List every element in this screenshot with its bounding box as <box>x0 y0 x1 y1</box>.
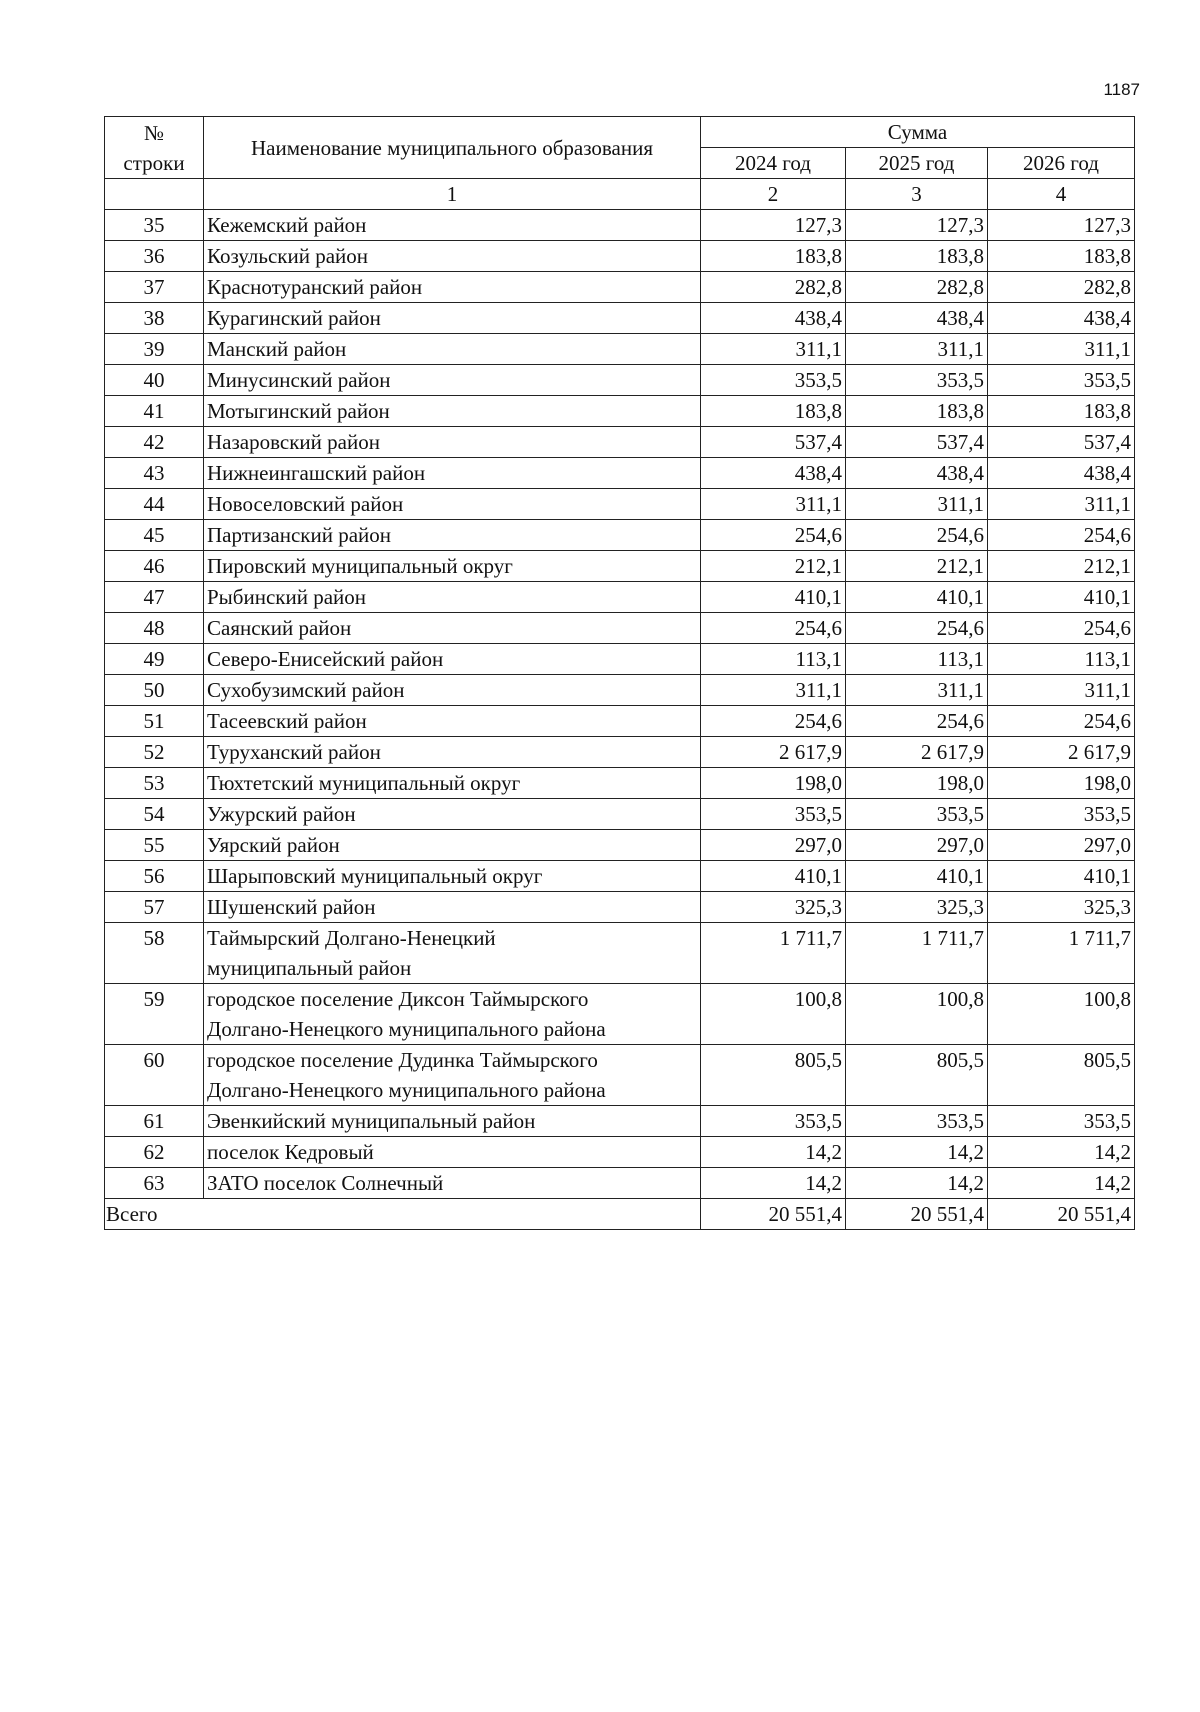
row-number-cell: 47 <box>105 582 204 613</box>
amount-2025-cell: 353,5 <box>846 1106 988 1137</box>
amount-2024-cell: 1 711,7 <box>701 923 846 984</box>
table-row <box>105 830 1135 861</box>
amount-2025-cell: 113,1 <box>846 644 988 675</box>
table-row <box>105 1045 1135 1106</box>
amount-2025-cell: 198,0 <box>846 768 988 799</box>
amount-2025-cell: 297,0 <box>846 830 988 861</box>
header-col-number-3: 3 <box>846 179 988 210</box>
amount-2025-cell: 438,4 <box>846 458 988 489</box>
municipality-name-cell: Шарыповский муниципальный округ <box>204 861 701 892</box>
municipality-name-cell: Ужурский район <box>204 799 701 830</box>
amount-2025-cell: 100,8 <box>846 984 988 1045</box>
amount-2025-cell: 2 617,9 <box>846 737 988 768</box>
amount-2025-cell: 14,2 <box>846 1168 988 1199</box>
amount-2026-cell: 353,5 <box>988 799 1135 830</box>
municipality-name-cell: ЗАТО поселок Солнечный <box>204 1168 701 1199</box>
amount-2026-cell: 14,2 <box>988 1168 1135 1199</box>
municipality-name-cell: Курагинский район <box>204 303 701 334</box>
table-row <box>105 210 1135 241</box>
amount-2025-cell: 183,8 <box>846 396 988 427</box>
amount-2024-cell: 805,5 <box>701 1045 846 1106</box>
table-row <box>105 675 1135 706</box>
municipality-name-cell: Пировский муниципальный округ <box>204 551 701 582</box>
amount-2025-cell: 410,1 <box>846 582 988 613</box>
amount-2025-cell: 325,3 <box>846 892 988 923</box>
table-row <box>105 582 1135 613</box>
amount-2024-cell: 2 617,9 <box>701 737 846 768</box>
municipality-name-cell: Саянский район <box>204 613 701 644</box>
table-body <box>105 210 1135 1230</box>
header-col-number-4: 4 <box>988 179 1135 210</box>
row-number-cell: 48 <box>105 613 204 644</box>
amount-2026-cell: 183,8 <box>988 241 1135 272</box>
row-number-cell: 41 <box>105 396 204 427</box>
amount-2025-cell: 14,2 <box>846 1137 988 1168</box>
row-number-cell: 58 <box>105 923 204 984</box>
amount-2024-cell: 537,4 <box>701 427 846 458</box>
amount-2026-cell: 198,0 <box>988 768 1135 799</box>
amount-2026-cell: 212,1 <box>988 551 1135 582</box>
municipality-name-cell: Кежемский район <box>204 210 701 241</box>
header-col-blank <box>105 179 204 210</box>
amount-2024-cell: 311,1 <box>701 675 846 706</box>
amount-2026-cell: 353,5 <box>988 1106 1135 1137</box>
table-row <box>105 706 1135 737</box>
amount-2025-cell: 537,4 <box>846 427 988 458</box>
row-number-cell: 38 <box>105 303 204 334</box>
table-row <box>105 396 1135 427</box>
amount-2026-cell: 254,6 <box>988 520 1135 551</box>
table-row <box>105 272 1135 303</box>
table-row <box>105 737 1135 768</box>
amount-2024-cell: 353,5 <box>701 799 846 830</box>
amount-2026-cell: 183,8 <box>988 396 1135 427</box>
row-number-cell: 57 <box>105 892 204 923</box>
amount-2026-cell: 2 617,9 <box>988 737 1135 768</box>
amount-2025-cell: 353,5 <box>846 799 988 830</box>
header-sum: Сумма <box>701 117 1135 148</box>
header-year-2024: 2024 год <box>701 148 846 179</box>
table-row <box>105 365 1135 396</box>
amount-2024-cell: 127,3 <box>701 210 846 241</box>
amount-2024-cell: 353,5 <box>701 1106 846 1137</box>
amount-2026-cell: 282,8 <box>988 272 1135 303</box>
row-number-cell: 61 <box>105 1106 204 1137</box>
municipality-name-cell: Туруханский район <box>204 737 701 768</box>
municipality-name-cell: Козульский район <box>204 241 701 272</box>
row-number-cell: 59 <box>105 984 204 1045</box>
row-number-cell: 51 <box>105 706 204 737</box>
amount-2025-cell: 311,1 <box>846 675 988 706</box>
municipality-name-cell: поселок Кедровый <box>204 1137 701 1168</box>
municipality-name-cell: Минусинский район <box>204 365 701 396</box>
table-row <box>105 799 1135 830</box>
amount-2026-cell: 127,3 <box>988 210 1135 241</box>
municipality-name-cell: Назаровский район <box>204 427 701 458</box>
total-row <box>105 1199 1135 1230</box>
table-row <box>105 551 1135 582</box>
row-number-cell: 42 <box>105 427 204 458</box>
row-number-cell: 53 <box>105 768 204 799</box>
row-number-cell: 46 <box>105 551 204 582</box>
table-row <box>105 520 1135 551</box>
row-number-cell: 52 <box>105 737 204 768</box>
amount-2026-cell: 311,1 <box>988 675 1135 706</box>
amount-2026-cell: 311,1 <box>988 489 1135 520</box>
row-number-cell: 50 <box>105 675 204 706</box>
table-row <box>105 892 1135 923</box>
amount-2024-cell: 438,4 <box>701 303 846 334</box>
amount-2025-cell: 212,1 <box>846 551 988 582</box>
table-row <box>105 1106 1135 1137</box>
amount-2026-cell: 254,6 <box>988 613 1135 644</box>
amount-2024-cell: 198,0 <box>701 768 846 799</box>
row-number-cell: 35 <box>105 210 204 241</box>
row-number-cell: 49 <box>105 644 204 675</box>
table-row <box>105 303 1135 334</box>
table-row <box>105 1168 1135 1199</box>
row-number-cell: 37 <box>105 272 204 303</box>
municipality-name-cell: Сухобузимский район <box>204 675 701 706</box>
amount-2024-cell: 212,1 <box>701 551 846 582</box>
amount-2024-cell: 282,8 <box>701 272 846 303</box>
row-number-cell: 56 <box>105 861 204 892</box>
municipality-name-cell: Мотыгинский район <box>204 396 701 427</box>
amount-2026-cell: 113,1 <box>988 644 1135 675</box>
municipality-name-cell: Эвенкийский муниципальный район <box>204 1106 701 1137</box>
municipality-name-cell: Новоселовский район <box>204 489 701 520</box>
amount-2026-cell: 537,4 <box>988 427 1135 458</box>
municipality-name-cell: Нижнеингашский район <box>204 458 701 489</box>
table-row <box>105 241 1135 272</box>
amount-2025-cell: 353,5 <box>846 365 988 396</box>
municipality-name-cell: Партизанский район <box>204 520 701 551</box>
municipality-name-cell: Тюхтетский муниципальный округ <box>204 768 701 799</box>
municipality-name-cell: Таймырский Долгано-Ненецкий муниципальный район <box>204 923 701 984</box>
amount-2025-cell: 1 711,7 <box>846 923 988 984</box>
municipality-name-cell: Тасеевский район <box>204 706 701 737</box>
amount-2025-cell: 183,8 <box>846 241 988 272</box>
amount-2025-cell: 254,6 <box>846 706 988 737</box>
table-row <box>105 923 1135 984</box>
table-row <box>105 613 1135 644</box>
table-row <box>105 458 1135 489</box>
total-2025-cell: 20 551,4 <box>846 1199 988 1230</box>
amount-2026-cell: 14,2 <box>988 1137 1135 1168</box>
amount-2024-cell: 183,8 <box>701 396 846 427</box>
header-row-number: № строки <box>105 117 204 179</box>
row-number-cell: 44 <box>105 489 204 520</box>
amount-2025-cell: 311,1 <box>846 334 988 365</box>
amount-2024-cell: 297,0 <box>701 830 846 861</box>
header-col-number-2: 2 <box>701 179 846 210</box>
municipality-name-cell: Краснотуранский район <box>204 272 701 303</box>
amount-2026-cell: 254,6 <box>988 706 1135 737</box>
amount-2026-cell: 311,1 <box>988 334 1135 365</box>
table-row <box>105 1137 1135 1168</box>
amount-2024-cell: 438,4 <box>701 458 846 489</box>
row-number-cell: 60 <box>105 1045 204 1106</box>
municipality-name-cell: Рыбинский район <box>204 582 701 613</box>
amount-2026-cell: 325,3 <box>988 892 1135 923</box>
amount-2026-cell: 805,5 <box>988 1045 1135 1106</box>
table-row <box>105 984 1135 1045</box>
header-year-2025: 2025 год <box>846 148 988 179</box>
table-row <box>105 768 1135 799</box>
amount-2026-cell: 1 711,7 <box>988 923 1135 984</box>
row-number-cell: 63 <box>105 1168 204 1199</box>
amount-2025-cell: 282,8 <box>846 272 988 303</box>
amount-2026-cell: 353,5 <box>988 365 1135 396</box>
row-number-cell: 62 <box>105 1137 204 1168</box>
header-col-number-1: 1 <box>204 179 701 210</box>
amount-2026-cell: 100,8 <box>988 984 1135 1045</box>
row-number-cell: 55 <box>105 830 204 861</box>
table-row <box>105 334 1135 365</box>
amount-2024-cell: 254,6 <box>701 613 846 644</box>
row-number-cell: 54 <box>105 799 204 830</box>
amount-2024-cell: 311,1 <box>701 334 846 365</box>
amount-2024-cell: 14,2 <box>701 1137 846 1168</box>
municipality-name-cell: Уярский район <box>204 830 701 861</box>
amount-2024-cell: 410,1 <box>701 861 846 892</box>
amount-2024-cell: 325,3 <box>701 892 846 923</box>
row-number-cell: 39 <box>105 334 204 365</box>
allocation-table <box>104 116 1135 1230</box>
municipality-name-cell: Манский район <box>204 334 701 365</box>
row-number-cell: 43 <box>105 458 204 489</box>
total-2026-cell: 20 551,4 <box>988 1199 1135 1230</box>
amount-2025-cell: 410,1 <box>846 861 988 892</box>
amount-2025-cell: 438,4 <box>846 303 988 334</box>
page-number: 1187 <box>1103 80 1140 99</box>
amount-2026-cell: 438,4 <box>988 303 1135 334</box>
amount-2024-cell: 113,1 <box>701 644 846 675</box>
amount-2025-cell: 254,6 <box>846 613 988 644</box>
row-number-cell: 36 <box>105 241 204 272</box>
amount-2025-cell: 254,6 <box>846 520 988 551</box>
municipality-name-cell: городское поселение Диксон Таймырского Долгано-Ненецкого муниципального района <box>204 984 701 1045</box>
amount-2025-cell: 805,5 <box>846 1045 988 1106</box>
amount-2024-cell: 100,8 <box>701 984 846 1045</box>
amount-2024-cell: 183,8 <box>701 241 846 272</box>
municipality-name-cell: городское поселение Дудинка Таймырского Долгано-Ненецкого муниципального района <box>204 1045 701 1106</box>
amount-2024-cell: 254,6 <box>701 520 846 551</box>
amount-2026-cell: 297,0 <box>988 830 1135 861</box>
amount-2025-cell: 127,3 <box>846 210 988 241</box>
total-2024-cell: 20 551,4 <box>701 1199 846 1230</box>
amount-2024-cell: 311,1 <box>701 489 846 520</box>
amount-2026-cell: 438,4 <box>988 458 1135 489</box>
amount-2025-cell: 311,1 <box>846 489 988 520</box>
amount-2026-cell: 410,1 <box>988 861 1135 892</box>
amount-2024-cell: 410,1 <box>701 582 846 613</box>
amount-2026-cell: 410,1 <box>988 582 1135 613</box>
municipality-name-cell: Северо-Енисейский район <box>204 644 701 675</box>
row-number-cell: 40 <box>105 365 204 396</box>
header-year-2026: 2026 год <box>988 148 1135 179</box>
amount-2024-cell: 254,6 <box>701 706 846 737</box>
amount-2024-cell: 353,5 <box>701 365 846 396</box>
row-number-cell: 45 <box>105 520 204 551</box>
table-row <box>105 861 1135 892</box>
header-municipality-name: Наименование муниципального образования <box>204 117 701 179</box>
total-label: Всего <box>105 1199 701 1230</box>
municipality-name-cell: Шушенский район <box>204 892 701 923</box>
table-row <box>105 427 1135 458</box>
table-row <box>105 489 1135 520</box>
table-row <box>105 644 1135 675</box>
amount-2024-cell: 14,2 <box>701 1168 846 1199</box>
